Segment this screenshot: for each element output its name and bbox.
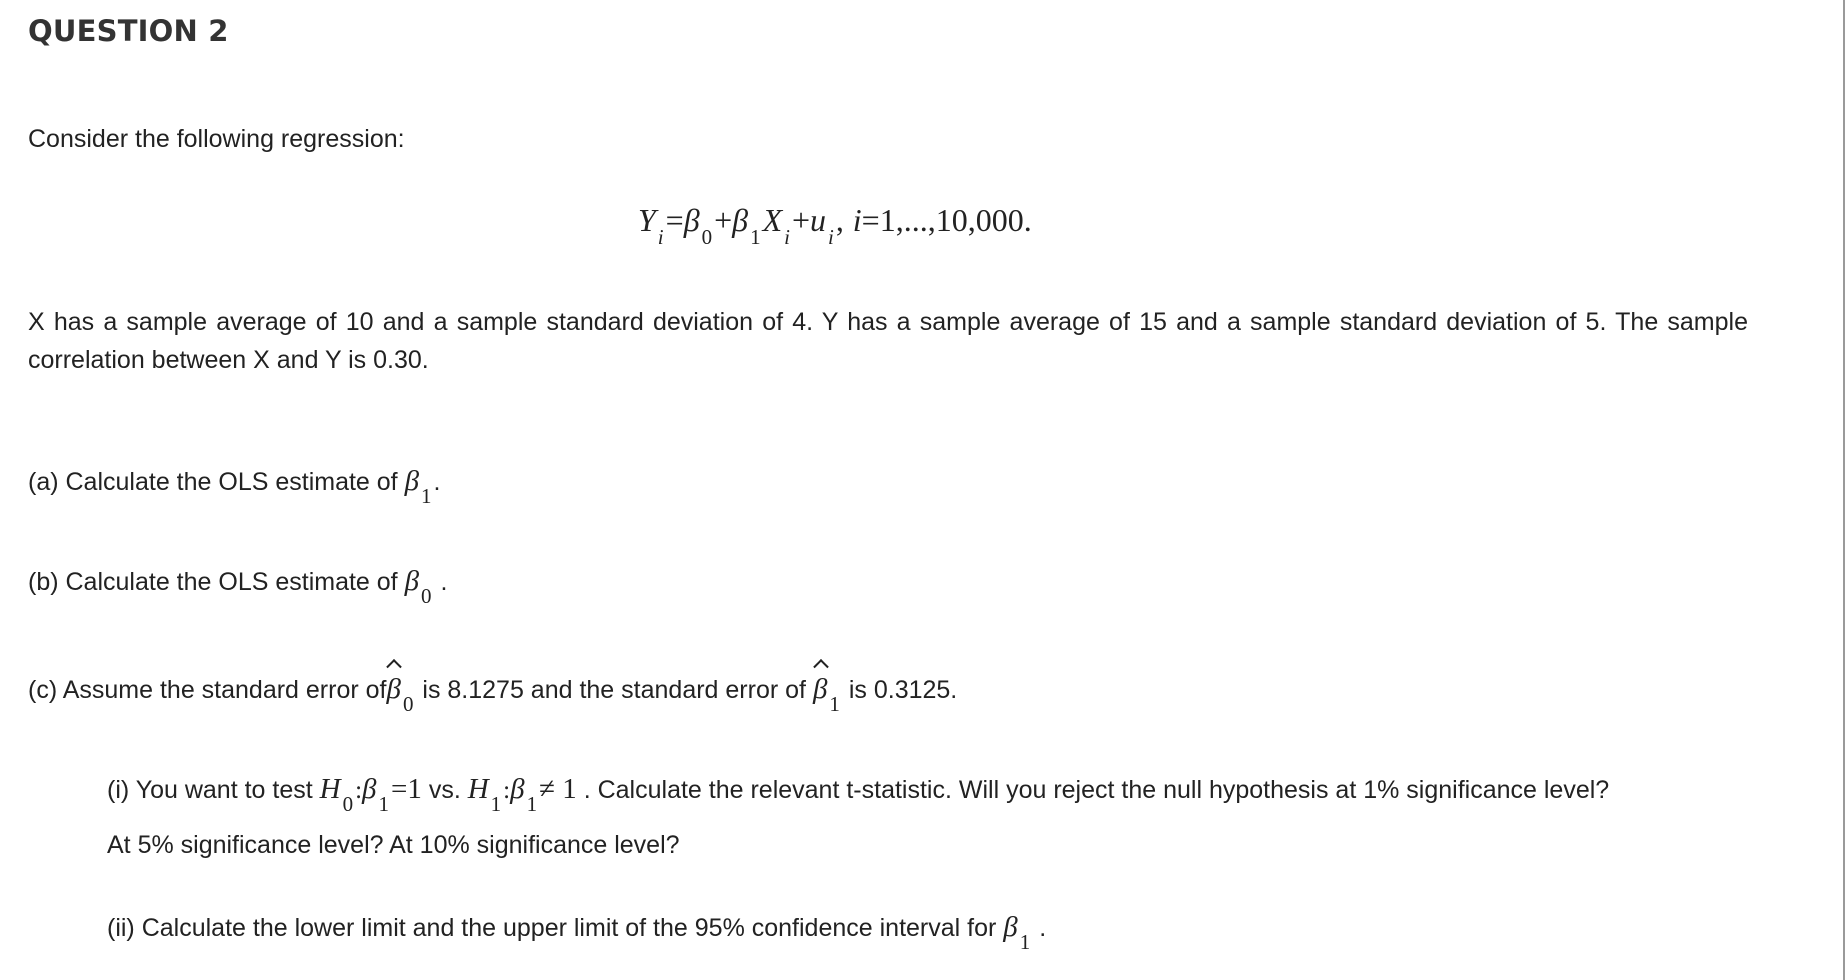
intro-text: Consider the following regression: [28, 125, 405, 153]
eq-u-sub: i [828, 225, 834, 249]
eq-u: u [810, 202, 827, 238]
part-c-ii-text: (ii) Calculate the lower limit and the upper limit of the 95% confidence interval for [107, 914, 997, 942]
part-b-end: . [440, 568, 448, 596]
part-a [28, 462, 441, 508]
part-c-end: is 0.3125. [848, 676, 958, 704]
part-c-beta0-sub: 0 [402, 692, 414, 716]
part-c-ii-beta: β [1003, 911, 1018, 943]
eq-comma: , [835, 202, 844, 238]
part-c-i-beta-alt: β [510, 773, 525, 805]
part-c-i-alt-value: ≠ 1 [539, 773, 577, 805]
eq-plus-2: + [792, 202, 811, 238]
part-c-i-colon-1: : [355, 777, 363, 804]
eq-y-sub: i [657, 225, 664, 249]
part-c-i-h0-sub: 0 [342, 792, 354, 816]
part-c-ii-beta-sub: 1 [1019, 930, 1031, 954]
question-title: QUESTION 2 [28, 14, 229, 48]
part-c-i-line2: At 5% significance level? At 10% significance level? [107, 831, 680, 859]
eq-x-sub: i [784, 225, 790, 249]
part-a-beta: β [404, 465, 420, 497]
eq-x: X [762, 202, 783, 238]
part-b-beta-sub: 0 [421, 584, 432, 608]
eq-beta0: β [683, 202, 700, 238]
part-c-i-rest: . Calculate the relevant t-statistic. Will you reject the null hypothesis at 1% significance level? [583, 776, 1610, 804]
part-c-text: (c) Assume the standard error of [28, 676, 387, 704]
part-c-i-colon-2: : [503, 777, 511, 804]
part-c-beta1-hat: β [813, 670, 827, 708]
part-c-i-vs: vs. [428, 776, 461, 804]
regression-equation [638, 198, 1032, 249]
eq-equals: = [665, 202, 684, 238]
eq-plus-1: + [714, 202, 733, 238]
eq-beta1-sub: 1 [750, 225, 761, 249]
part-a-text: (a) Calculate the OLS estimate of [28, 468, 398, 496]
part-c-i-h0: H [319, 773, 341, 805]
part-c-i-null-value: =1 [391, 773, 422, 805]
part-c-mid: is 8.1275 and the standard error of [422, 676, 806, 704]
part-b [28, 562, 448, 608]
part-c-ii [107, 908, 1047, 954]
part-c [28, 670, 958, 716]
part-c-i-beta-null-sub: 1 [378, 792, 389, 816]
part-c-i-h1-sub: 1 [490, 792, 502, 816]
eq-beta0-sub: 0 [701, 225, 713, 249]
part-c-i-text: (i) You want to test [107, 776, 313, 804]
part-c-i [107, 770, 1610, 816]
part-b-text: (b) Calculate the OLS estimate of [28, 568, 398, 596]
part-a-beta-sub: 1 [421, 484, 432, 508]
part-b-beta: β [404, 565, 420, 597]
part-c-beta1-sub: 1 [829, 692, 840, 716]
eq-index: i [852, 202, 862, 238]
part-c-i-beta-null: β [362, 773, 377, 805]
description-paragraph: X has a sample average of 10 and a sample standard deviation of 4. Y has a sample average of 15 and a sample standard deviation of 5. The sample correlation between X and Y is 0.30. [28, 308, 1748, 374]
part-c-beta0-hat: β [386, 670, 400, 708]
eq-beta1: β [732, 202, 749, 238]
part-a-end: . [433, 468, 441, 496]
eq-y: Y [638, 202, 656, 238]
part-c-ii-end: . [1039, 914, 1047, 942]
eq-range: =1,...,10,000. [861, 202, 1032, 238]
part-c-i-h1: H [467, 773, 489, 805]
part-c-i-beta-alt-sub: 1 [526, 792, 538, 816]
